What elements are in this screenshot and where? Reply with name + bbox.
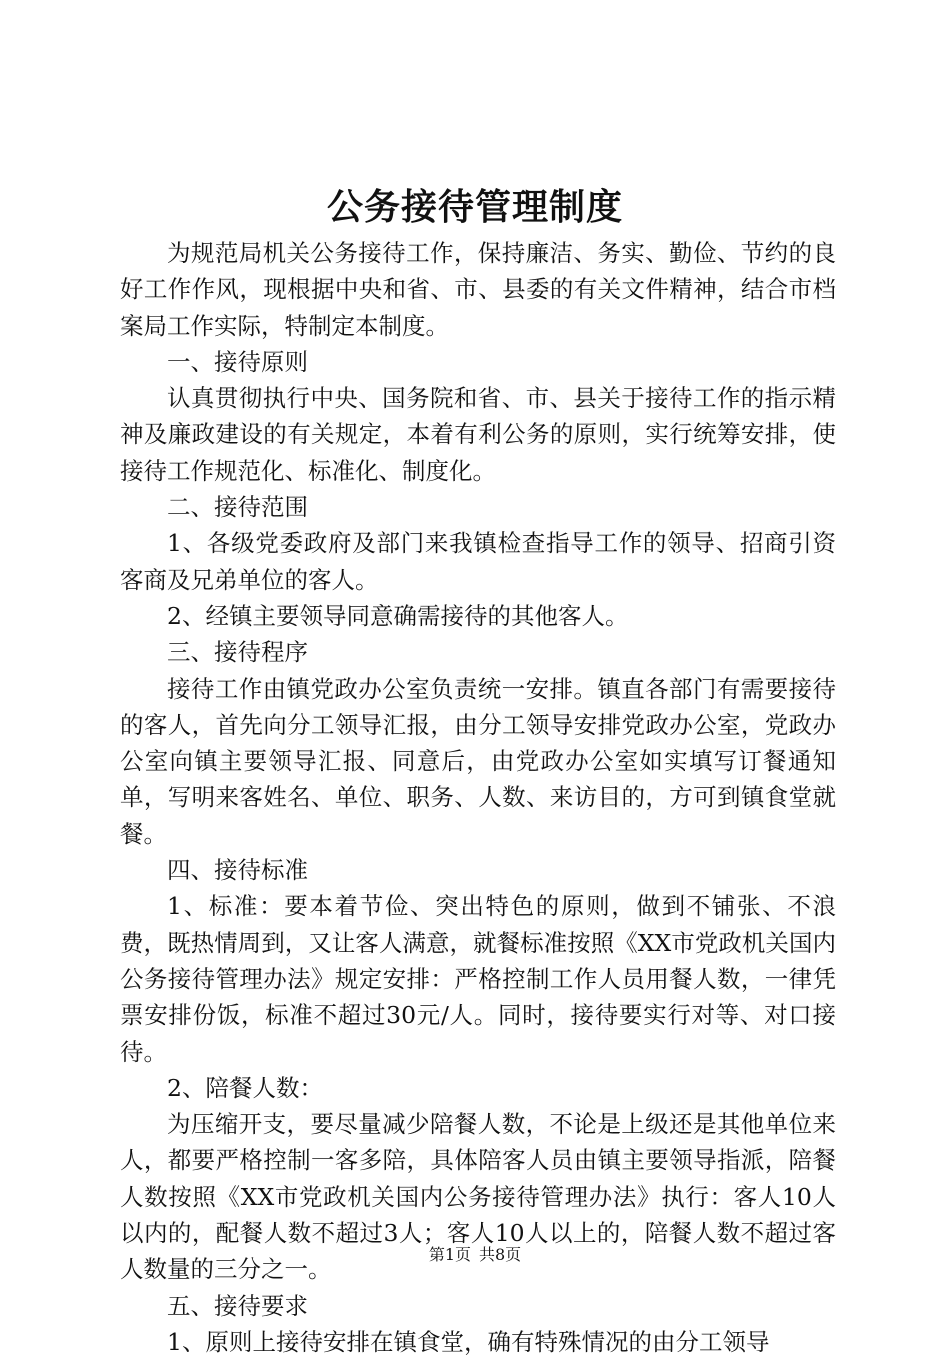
paragraph-standards-2: 为压缩开支，要尽量减少陪餐人数，不论是上级还是其他单位来人，都要严格控制一客多陪，具体陪客人员由镇主要领导指派，陪餐人数按照《XX市党政机关国内公务接待管理办法》执行：客人10人以内的，配餐人数不超过3人；客人10人以上的，陪餐人数不超过客人数量的三分之一。: [120, 1110, 836, 1284]
document-title: 公务接待管理制度: [326, 186, 623, 228]
paragraph-standards-2-heading: 2、陪餐人数：: [167, 1073, 323, 1102]
paragraph-principles: 认真贯彻执行中央、国务院和省、市、县关于接待工作的指示精神及廉政建设的有关规定，本着有利公务的原则，实行统筹安排，使接待工作规范化、标准化、制度化。: [120, 384, 836, 485]
heading-procedure: 三、接待程序: [167, 638, 308, 667]
heading-scope: 二、接待范围: [167, 493, 308, 522]
paragraph-scope-2: 2、经镇主要领导同意确需接待的其他客人。: [167, 601, 629, 630]
heading-principles: 一、接待原则: [167, 347, 308, 376]
page-number: 第1页: [428, 1245, 471, 1264]
paragraph-procedure: 接待工作由镇党政办公室负责统一安排。镇直各部门有需要接待的客人，首先向分工领导汇报，由分工领导安排党政办公室，党政办公室向镇主要领导汇报、同意后，由党政办公室如实填写订餐通知单，写明来客姓名、单位、职务、人数、来访目的，方可到镇食堂就餐。: [120, 674, 836, 848]
document-body: [120, 235, 836, 1360]
paragraph-scope-1: 1、各级党委政府及部门来我镇检查指导工作的领导、招商引资客商及兄弟单位的客人。: [120, 529, 836, 594]
paragraph-intro: 为规范局机关公务接待工作，保持廉洁、务实、勤俭、节约的良好工作作风，现根据中央和省、市、县委的有关文件精神，结合市档案局工作实际，特制定本制度。: [120, 239, 836, 340]
heading-standards: 四、接待标准: [167, 856, 308, 885]
page-total: 共8页: [479, 1245, 522, 1264]
paragraph-requirements-1: 1、原则上接待安排在镇食堂，确有特殊情况的由分工领导: [167, 1327, 770, 1356]
heading-requirements: 五、接待要求: [167, 1291, 308, 1320]
page-footer: [0, 1243, 950, 1267]
paragraph-standards-1: 1、标准：要本着节俭、突出特色的原则，做到不铺张、不浪费，既热情周到，又让客人满意，就餐标准按照《XX市党政机关国内公务接待管理办法》规定安排：严格控制工作人员用餐人数，一律凭票安排份饭，标准不超过30元/人。同时，接待要实行对等、对口接待。: [120, 892, 836, 1066]
